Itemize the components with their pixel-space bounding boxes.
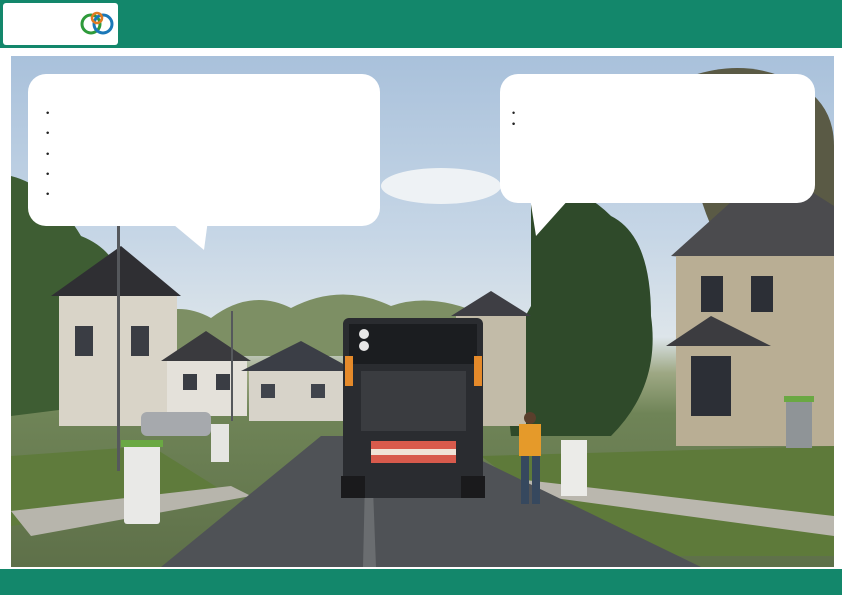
- bubble-tail-left: [168, 220, 208, 252]
- schedule-bubble: [500, 74, 815, 203]
- list-item: [46, 128, 60, 148]
- header-bar: [0, 0, 842, 48]
- footer-bar: [0, 569, 842, 595]
- list-item: [46, 189, 60, 209]
- presentation-bubble: [28, 74, 380, 226]
- list-item: [46, 169, 60, 189]
- list-item: [46, 108, 60, 128]
- presentation-list: [46, 108, 60, 209]
- list-item: [46, 149, 60, 169]
- logo[interactable]: [3, 3, 118, 45]
- logo-mark-icon: [79, 8, 115, 40]
- schedule-list: [512, 107, 808, 118]
- bubble-tail-right: [530, 198, 570, 238]
